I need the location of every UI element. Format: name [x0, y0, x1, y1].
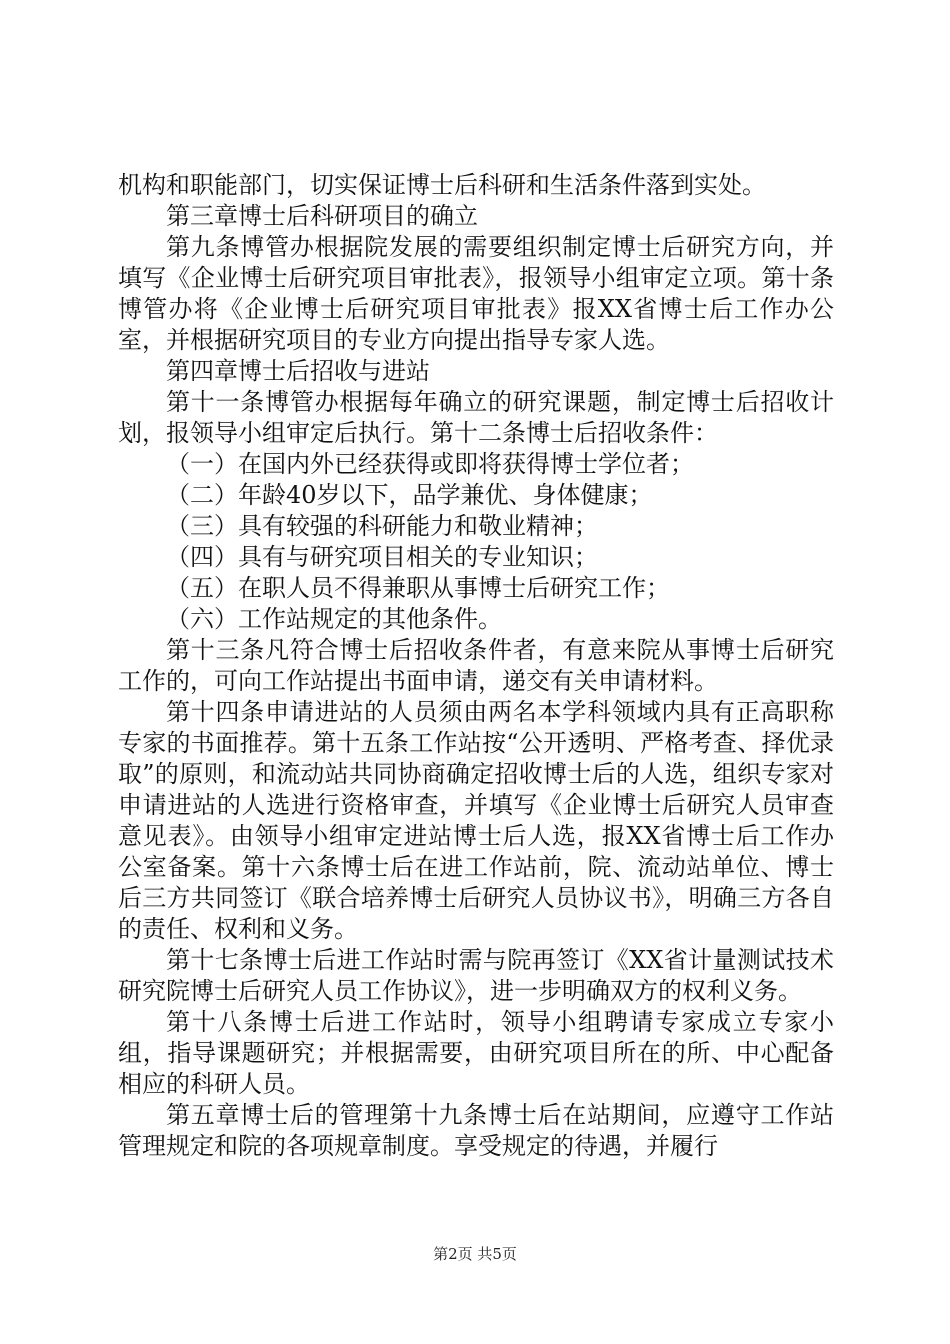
condition-item-1: （一）在国内外已经获得或即将获得博士学位者；	[166, 450, 694, 478]
page-number-footer: 第2页 共5页	[433, 1245, 517, 1263]
condition-item-3: （三）具有较强的科研能力和敬业精神；	[166, 512, 598, 540]
paragraph-article-13: 第十三条凡符合博士后招收条件者，有意来院从事博士后研究工作的，可向工作站提出书面申请，递交有关申请材料。	[118, 636, 834, 695]
chapter-heading-3: 第三章博士后科研项目的确立	[166, 202, 478, 230]
paragraph-article-18: 第十八条博士后进工作站时，领导小组聘请专家成立专家小组，指导课题研究；并根据需要，由研究项目所在的所、中心配备相应的科研人员。	[118, 1008, 834, 1098]
paragraph-article-17: 第十七条博士后进工作站时需与院再签订《XX省计量测试技术研究院博士后研究人员工作协议》，进一步明确双方的权利义务。	[118, 946, 834, 1005]
paragraph-article-9-10: 第九条博管办根据院发展的需要组织制定博士后研究方向，并填写《企业博士后研究项目审批表》，报领导小组审定立项。第十条博管办将《企业博士后研究项目审批表》报XX省博士后工作办公室，并根据研究项目的专业方向提出指导专家人选。	[118, 233, 834, 354]
chapter-heading-4: 第四章博士后招收与进站	[166, 357, 430, 385]
paragraph-1: 机构和职能部门，切实保证博士后科研和生活条件落到实处。	[118, 171, 766, 199]
condition-item-6: （六）工作站规定的其他条件。	[166, 605, 502, 633]
condition-item-5: （五）在职人员不得兼职从事博士后研究工作；	[166, 574, 670, 602]
paragraph-article-11-12: 第十一条博管办根据每年确立的研究课题，制定博士后招收计划，报领导小组审定后执行。第十二条博士后招收条件：	[118, 388, 834, 447]
paragraph-article-14-16: 第十四条申请进站的人员须由两名本学科领域内具有正高职称专家的书面推荐。第十五条工作站按“公开透明、严格考查、择优录取”的原则，和流动站共同协商确定招收博士后的人选，组织专家对申请进站的人选进行资格审查，并填写《企业博士后研究人员审查意见表》。由领导小组审定进站博士后人选，报XX省博士后工作办公室备案。第十六条博士后在进工作站前，院、流动站单位、博士后三方共同签订《联合培养博士后研究人员协议书》，明确三方各自的责任、权利和义务。	[118, 698, 834, 943]
document-body	[118, 170, 834, 1162]
condition-item-4: （四）具有与研究项目相关的专业知识；	[166, 543, 598, 571]
condition-item-2: （二）年龄40岁以下，品学兼优、身体健康；	[166, 481, 653, 509]
paragraph-chapter-5-article-19: 第五章博士后的管理第十九条博士后在站期间，应遵守工作站管理规定和院的各项规章制度。享受规定的待遇，并履行	[118, 1101, 834, 1160]
